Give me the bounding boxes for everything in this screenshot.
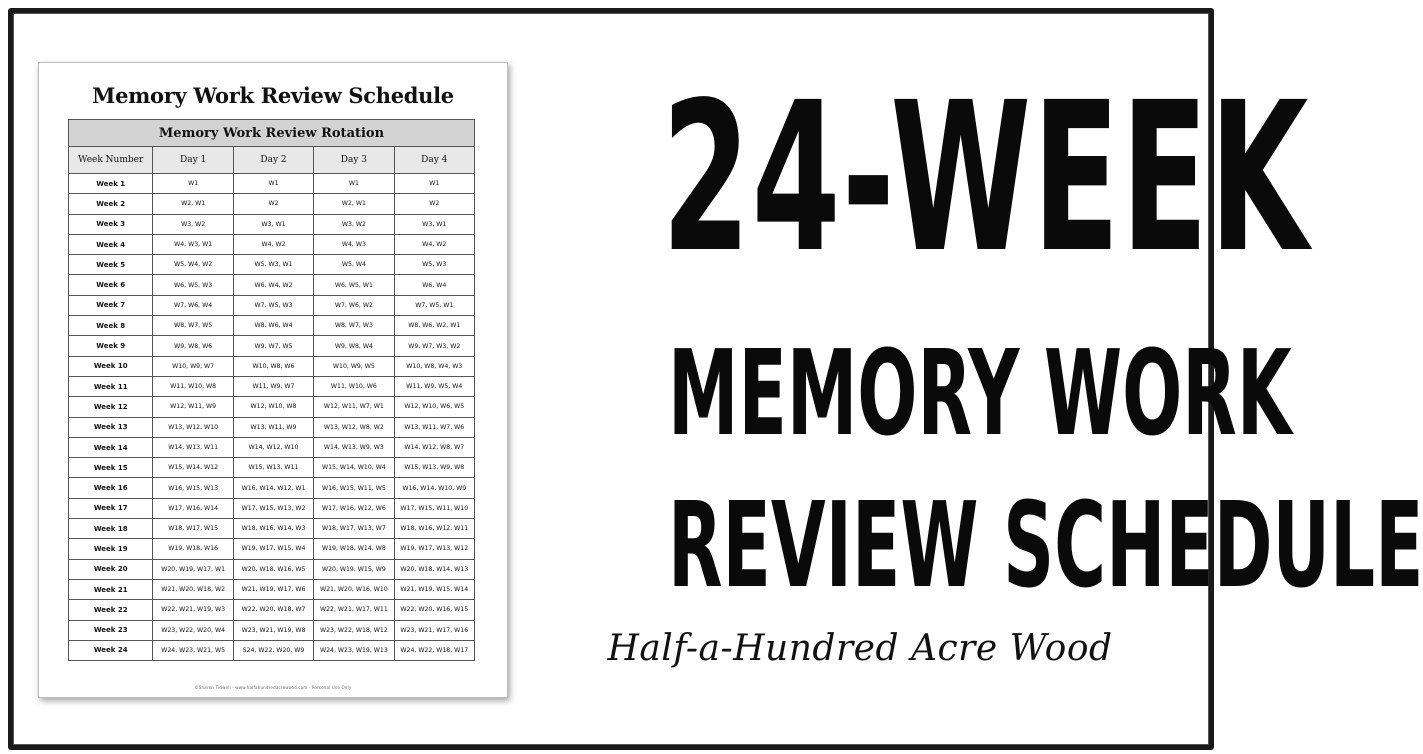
week-label-cell: Week 24 xyxy=(69,640,153,660)
week-label-cell: Week 10 xyxy=(69,356,153,376)
review-cell: W18, W17, W15 xyxy=(153,519,233,539)
review-cell: W3, W1 xyxy=(394,214,474,234)
table-row xyxy=(69,437,475,457)
review-cell: W14, W12, W10 xyxy=(233,437,313,457)
review-cell: W22, W21, W19, W3 xyxy=(153,600,233,620)
review-cell: W15, W13, W11 xyxy=(233,458,313,478)
table-row xyxy=(69,600,475,620)
review-cell: W4, W2 xyxy=(394,234,474,254)
review-cell: W20, W19, W15, W9 xyxy=(314,559,394,579)
table-row xyxy=(69,640,475,660)
sheet-title: Memory Work Review Schedule xyxy=(92,83,454,108)
table-row xyxy=(69,234,475,254)
review-cell: W4, W3, W1 xyxy=(153,234,233,254)
review-cell: W5, W3, W1 xyxy=(233,255,313,275)
week-label-cell: Week 19 xyxy=(69,539,153,559)
review-cell: W4, W3 xyxy=(314,234,394,254)
review-cell: W1 xyxy=(314,174,394,194)
column-header: Day 1 xyxy=(153,147,233,174)
table-row xyxy=(69,519,475,539)
column-header: Day 4 xyxy=(394,147,474,174)
table-row xyxy=(69,376,475,396)
review-cell: W16, W15, W11, W5 xyxy=(314,478,394,498)
review-cell: W17, W15, W13, W2 xyxy=(233,498,313,518)
review-cell: W20, W18, W14, W13 xyxy=(394,559,474,579)
review-cell: W8, W6, W4 xyxy=(233,316,313,336)
week-label-cell: Week 20 xyxy=(69,559,153,579)
review-cell: W12, W11, W7, W1 xyxy=(314,397,394,417)
table-row xyxy=(69,295,475,315)
review-cell: W10, W9, W5 xyxy=(314,356,394,376)
review-cell: W14, W13, W9, W3 xyxy=(314,437,394,457)
review-cell: W21, W20, W16, W10 xyxy=(314,579,394,599)
review-cell: W15, W13, W9, W8 xyxy=(394,458,474,478)
review-cell: W18, W16, W12, W11 xyxy=(394,519,474,539)
review-cell: W3, W2 xyxy=(314,214,394,234)
review-cell: W9, W8, W6 xyxy=(153,336,233,356)
column-header: Day 3 xyxy=(314,147,394,174)
review-cell: W24, W22, W18, W17 xyxy=(394,640,474,660)
review-cell: W17, W15, W11, W10 xyxy=(394,498,474,518)
review-cell: W16, W15, W13 xyxy=(153,478,233,498)
review-cell: W21, W19, W15, W14 xyxy=(394,579,474,599)
review-cell: W8, W7, W3 xyxy=(314,316,394,336)
review-cell: W6, W5, W1 xyxy=(314,275,394,295)
review-cell: W12, W10, W6, W5 xyxy=(394,397,474,417)
review-cell: W17, W16, W14 xyxy=(153,498,233,518)
review-cell: W13, W11, W9 xyxy=(233,417,313,437)
week-label-cell: Week 3 xyxy=(69,214,153,234)
week-label-cell: Week 11 xyxy=(69,376,153,396)
review-cell: W9, W7, W3, W2 xyxy=(394,336,474,356)
week-label-cell: Week 8 xyxy=(69,316,153,336)
review-cell: W10, W8, W4, W3 xyxy=(394,356,474,376)
week-label-cell: Week 14 xyxy=(69,437,153,457)
week-label-cell: Week 6 xyxy=(69,275,153,295)
schedule-table-body xyxy=(69,174,475,661)
review-cell: W15, W14, W12 xyxy=(153,458,233,478)
review-cell: W7, W6, W4 xyxy=(153,295,233,315)
week-label-cell: Week 4 xyxy=(69,234,153,254)
review-cell: W2 xyxy=(233,194,313,214)
schedule-table-wrap xyxy=(68,119,475,661)
review-cell: W10, W9, W7 xyxy=(153,356,233,376)
table-row xyxy=(69,559,475,579)
review-cell: W5, W3 xyxy=(394,255,474,275)
review-cell: W11, W9, W5, W4 xyxy=(394,376,474,396)
review-cell: W12, W11, W9 xyxy=(153,397,233,417)
week-label-cell: Week 12 xyxy=(69,397,153,417)
table-row xyxy=(69,356,475,376)
review-cell: W11, W10, W8 xyxy=(153,376,233,396)
table-row xyxy=(69,458,475,478)
schedule-sheet-preview xyxy=(38,62,508,698)
schedule-table xyxy=(68,119,475,661)
review-cell: W2 xyxy=(394,194,474,214)
review-cell: W17, W16, W12, W6 xyxy=(314,498,394,518)
week-label-cell: Week 17 xyxy=(69,498,153,518)
week-label-cell: Week 5 xyxy=(69,255,153,275)
column-header: Day 2 xyxy=(233,147,313,174)
week-label-cell: Week 21 xyxy=(69,579,153,599)
signature-text: Half-a-Hundred Acre Wood xyxy=(607,628,1113,669)
week-label-cell: Week 1 xyxy=(69,174,153,194)
rotation-header: Memory Work Review Rotation xyxy=(69,120,475,147)
review-cell: W16, W14, W12, W1 xyxy=(233,478,313,498)
review-cell: W20, W18, W16, W5 xyxy=(233,559,313,579)
headline-line-1: 24-WEEK xyxy=(661,58,1310,298)
table-row xyxy=(69,336,475,356)
review-cell: W24, W23, W21, W5 xyxy=(153,640,233,660)
review-cell: W14, W13, W11 xyxy=(153,437,233,457)
review-cell: W19, W18, W14, W8 xyxy=(314,539,394,559)
week-label-cell: Week 13 xyxy=(69,417,153,437)
review-cell: W23, W22, W18, W12 xyxy=(314,620,394,640)
review-cell: S24, W22, W20, W9 xyxy=(233,640,313,660)
review-cell: W3, W2 xyxy=(153,214,233,234)
review-cell: W18, W17, W13, W7 xyxy=(314,519,394,539)
review-cell: W6, W5, W3 xyxy=(153,275,233,295)
review-cell: W20, W19, W17, W1 xyxy=(153,559,233,579)
review-cell: W5, W4 xyxy=(314,255,394,275)
review-cell: W18, W16, W14, W3 xyxy=(233,519,313,539)
table-row xyxy=(69,255,475,275)
review-cell: W13, W11, W7, W6 xyxy=(394,417,474,437)
review-cell: W10, W8, W6 xyxy=(233,356,313,376)
review-cell: W6, W4 xyxy=(394,275,474,295)
review-cell: W19, W18, W16 xyxy=(153,539,233,559)
review-cell: W7, W6, W2 xyxy=(314,295,394,315)
review-cell: W2, W1 xyxy=(314,194,394,214)
table-row xyxy=(69,275,475,295)
column-header-row xyxy=(69,147,475,174)
table-row xyxy=(69,579,475,599)
review-cell: W13, W12, W10 xyxy=(153,417,233,437)
week-label-cell: Week 15 xyxy=(69,458,153,478)
review-cell: W2, W1 xyxy=(153,194,233,214)
review-cell: W5, W4, W2 xyxy=(153,255,233,275)
review-cell: W11, W9, W7 xyxy=(233,376,313,396)
review-cell: W1 xyxy=(394,174,474,194)
review-cell: W22, W20, W16, W15 xyxy=(394,600,474,620)
review-cell: W6, W4, W2 xyxy=(233,275,313,295)
week-label-cell: Week 18 xyxy=(69,519,153,539)
table-row xyxy=(69,194,475,214)
review-cell: W24, W23, W19, W13 xyxy=(314,640,394,660)
table-row xyxy=(69,539,475,559)
table-row xyxy=(69,214,475,234)
week-label-cell: Week 16 xyxy=(69,478,153,498)
review-cell: W13, W12, W8, W2 xyxy=(314,417,394,437)
table-row xyxy=(69,174,475,194)
table-row xyxy=(69,620,475,640)
review-cell: W19, W17, W15, W4 xyxy=(233,539,313,559)
week-label-cell: Week 23 xyxy=(69,620,153,640)
review-cell: W8, W7, W5 xyxy=(153,316,233,336)
column-header: Week Number xyxy=(69,147,153,174)
review-cell: W3, W1 xyxy=(233,214,313,234)
week-label-cell: Week 7 xyxy=(69,295,153,315)
review-cell: W23, W21, W17, W16 xyxy=(394,620,474,640)
review-cell: W7, W5, W1 xyxy=(394,295,474,315)
table-row xyxy=(69,316,475,336)
review-cell: W21, W20, W18, W2 xyxy=(153,579,233,599)
review-cell: W8, W6, W2, W1 xyxy=(394,316,474,336)
headline-line-2: MEMORY WORK xyxy=(668,324,1292,462)
review-cell: W14, W12, W8, W7 xyxy=(394,437,474,457)
review-cell: W21, W19, W17, W6 xyxy=(233,579,313,599)
table-row xyxy=(69,397,475,417)
review-cell: W19, W17, W13, W12 xyxy=(394,539,474,559)
review-cell: W22, W20, W18, W7 xyxy=(233,600,313,620)
week-label-cell: Week 2 xyxy=(69,194,153,214)
review-cell: W9, W7, W5 xyxy=(233,336,313,356)
sheet-footer: ©Sharon Tidwell · www.halfahundredacrewood.com · Personal Use Only xyxy=(194,685,352,690)
review-cell: W23, W22, W20, W4 xyxy=(153,620,233,640)
review-cell: W1 xyxy=(153,174,233,194)
table-row xyxy=(69,478,475,498)
review-cell: W7, W5, W3 xyxy=(233,295,313,315)
week-label-cell: Week 9 xyxy=(69,336,153,356)
review-cell: W4, W2 xyxy=(233,234,313,254)
review-cell: W9, W8, W4 xyxy=(314,336,394,356)
review-cell: W22, W21, W17, W11 xyxy=(314,600,394,620)
review-cell: W12, W10, W8 xyxy=(233,397,313,417)
headline-line-3: REVIEW SCHEDULE xyxy=(668,476,1423,614)
review-cell: W15, W14, W10, W4 xyxy=(314,458,394,478)
table-row xyxy=(69,498,475,518)
review-cell: W23, W21, W19, W8 xyxy=(233,620,313,640)
review-cell: W11, W10, W6 xyxy=(314,376,394,396)
review-cell: W16, W14, W10, W9 xyxy=(394,478,474,498)
review-cell: W1 xyxy=(233,174,313,194)
week-label-cell: Week 22 xyxy=(69,600,153,620)
table-row xyxy=(69,417,475,437)
